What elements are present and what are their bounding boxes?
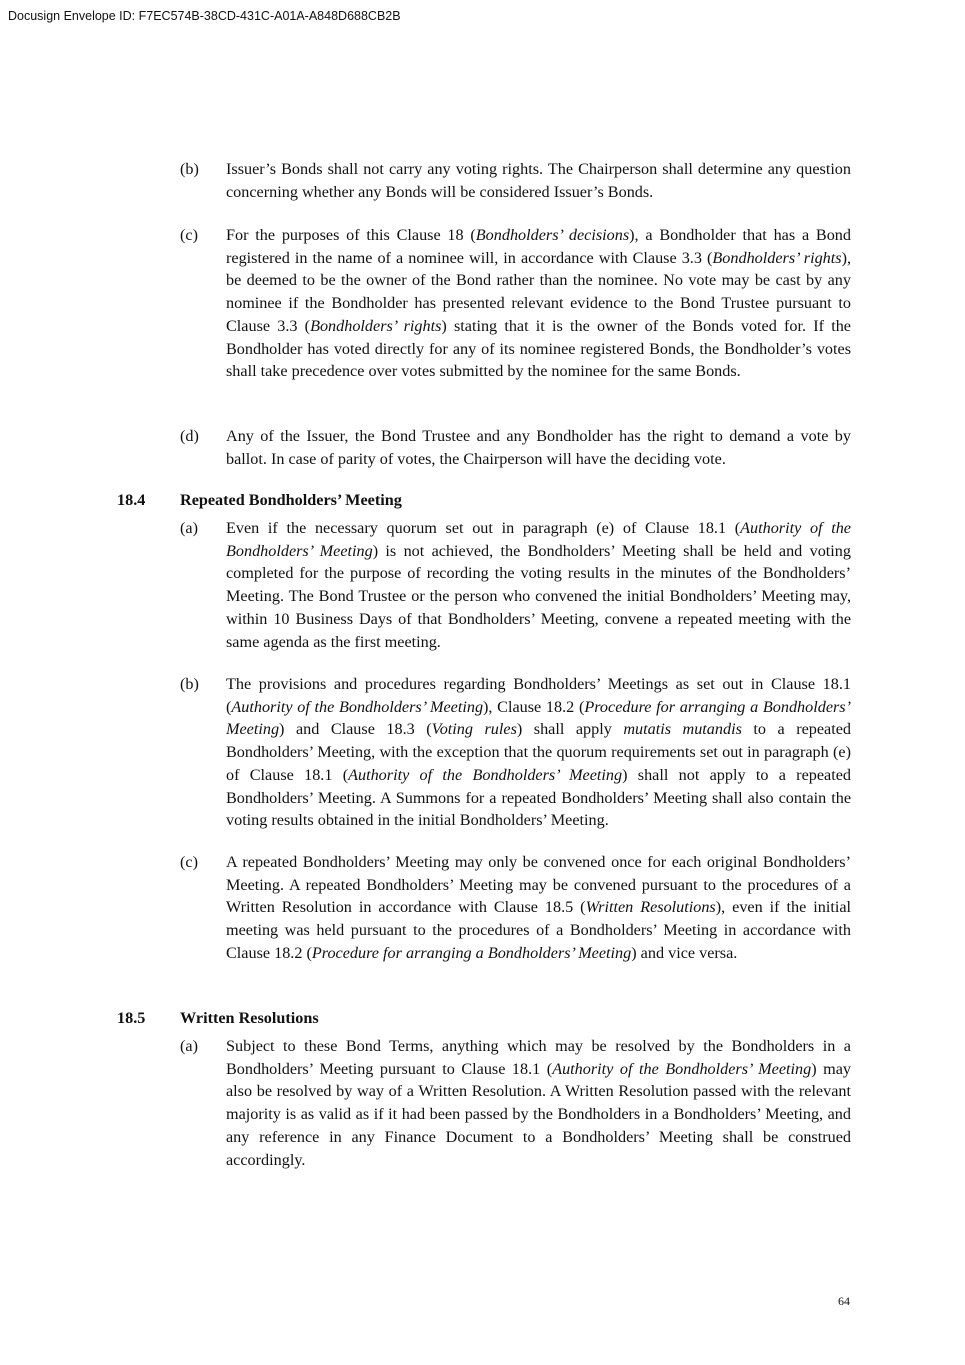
para-text: Any of the Issuer, the Bond Trustee and any Bondholder has the right to demand a vote by ballot. In case of parity of votes, the Chairperson will have the deciding vote. bbox=[226, 427, 851, 468]
docusign-envelope-id: Docusign Envelope ID: F7EC574B-38CD-431C-A01A-A848D688CB2B bbox=[8, 9, 401, 23]
para-text: Subject to these Bond Terms, anything which may be resolved by the Bondholders in a Bondholders’ Meeting pursuant to Clause 18.1 (Authority of the Bondholders’ Meeting) may also be resolved by way of a Written Resolution. A Written Resolution passed with the relevant majority is as valid as if it had been passed by the Bondholders in a Bondholders’ Meeting, and any reference in any Finance Document to a Bondholders’ Meeting shall be construed accordingly. bbox=[226, 1037, 851, 1169]
para-label: (b) bbox=[180, 675, 199, 693]
clause-title: Repeated Bondholders’ Meeting bbox=[180, 491, 402, 509]
page-number: 64 bbox=[838, 1294, 850, 1308]
para-text: Issuer’s Bonds shall not carry any voting rights. The Chairperson shall determine any question concerning whether any Bonds will be considered Issuer’s Bonds. bbox=[226, 160, 851, 201]
clause-title: Written Resolutions bbox=[180, 1009, 319, 1027]
para-label: (c) bbox=[180, 226, 198, 244]
para-label: (b) bbox=[180, 160, 199, 178]
para-label: (a) bbox=[180, 1037, 198, 1055]
para-label: (a) bbox=[180, 519, 198, 537]
para-label: (d) bbox=[180, 427, 199, 445]
para-label: (c) bbox=[180, 853, 198, 871]
clause-number: 18.4 bbox=[117, 491, 146, 509]
clause-number: 18.5 bbox=[117, 1009, 146, 1027]
para-text: For the purposes of this Clause 18 (Bondholders’ decisions), a Bondholder that has a Bond registered in the name of a nominee will, in accordance with Clause 3.3 (Bondholders’ rights), be deemed to be the owner of the Bond rather than the nominee. No vote may be cast by any nominee if the Bondholder has presented relevant evidence to the Bond Trustee pursuant to Clause 3.3 (Bondholders’ rights) stating that it is the owner of the Bonds voted for. If the Bondholder has voted directly for any of its nominee registered Bonds, the Bondholder’s votes shall take precedence over votes submitted by the nominee for the same Bonds. bbox=[226, 226, 852, 381]
para-text: A repeated Bondholders’ Meeting may only be convened once for each original Bondholders’ Meeting. A repeated Bondholders’ Meeting may be convened pursuant to the procedures of a Written Resolution in accordance with Clause 18.5 (Written Resolutions), even if the initial meeting was held pursuant to the procedures of a Bondholders’ Meeting in accordance with Clause 18.2 (Procedure for arranging a Bondholders’ Meeting) and vice versa. bbox=[226, 853, 852, 962]
para-text: Even if the necessary quorum set out in paragraph (e) of Clause 18.1 (Authority of the Bondholders’ Meeting) is not achieved, the Bondholders’ Meeting shall be held and voting completed for the purpose of recording the voting results in the minutes of the Bondholders’ Meeting. The Bond Trustee or the person who convened the initial Bondholders’ Meeting may, within 10 Business Days of that Bondholders’ Meeting, convene a repeated meeting with the same agenda as the first meeting. bbox=[226, 519, 851, 651]
para-text: The provisions and procedures regarding Bondholders’ Meetings as set out in Clause 18.1 (Authority of the Bondholders’ Meeting), Clause 18.2 (Procedure for arranging a Bondholders’ Meeting) and Clause 18.3 (Voting rules) shall apply mutatis mutandis to a repeated Bondholders’ Meeting, with the exception that the quorum requirements set out in paragraph (e) of Clause 18.1 (Authority of the Bondholders’ Meeting) shall not apply to a repeated Bondholders’ Meeting. A Summons for a repeated Bondholders’ Meeting shall also contain the voting results obtained in the initial Bondholders’ Meeting. bbox=[226, 675, 852, 830]
